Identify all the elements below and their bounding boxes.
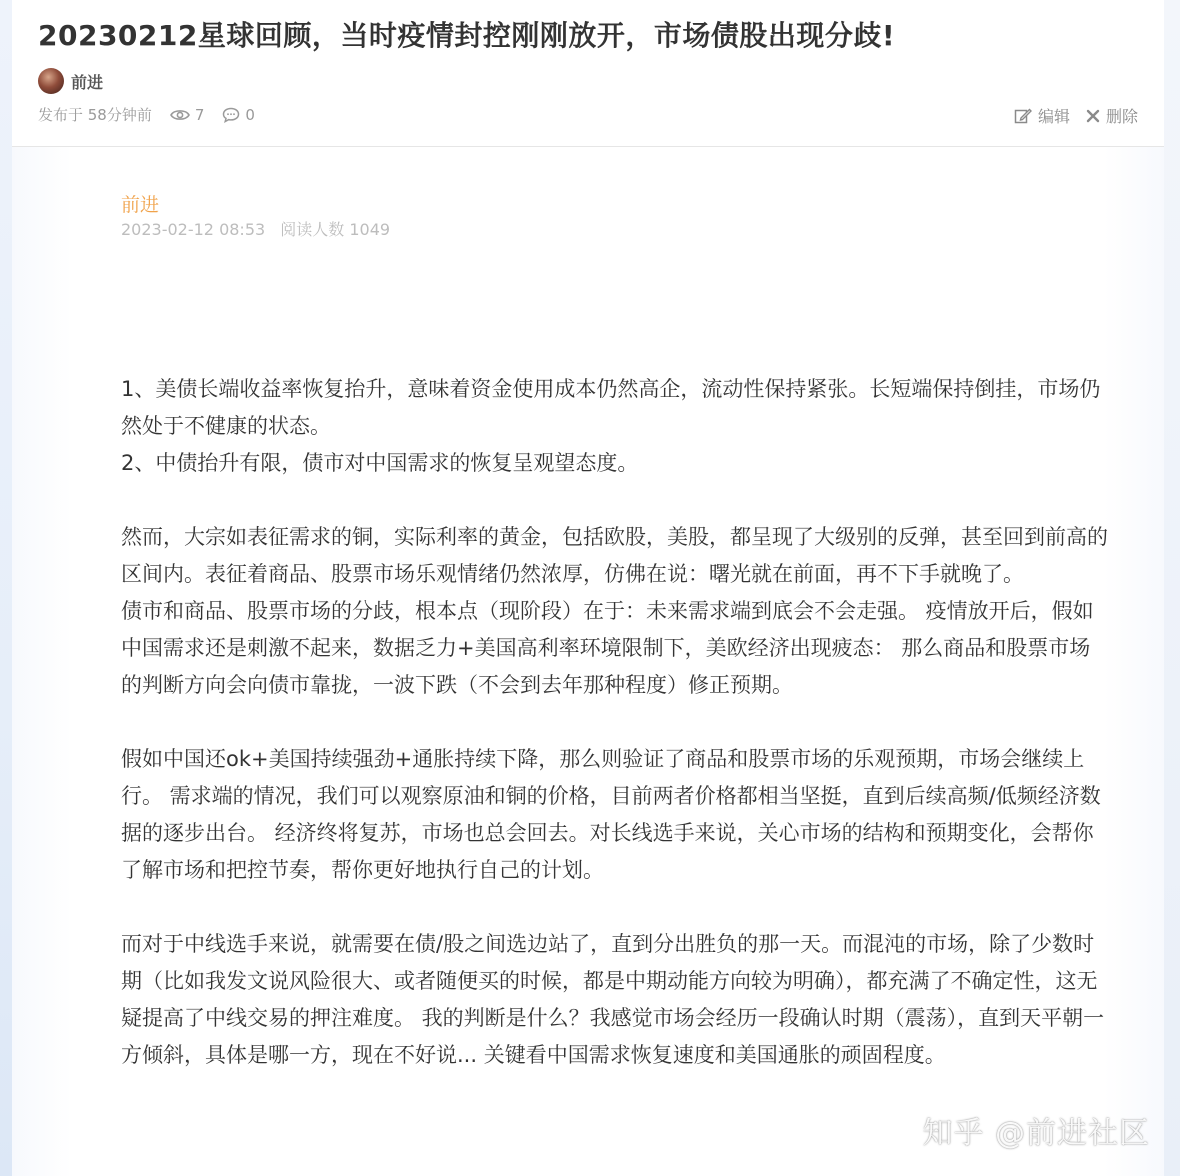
paragraph: 而对于中线选手来说，就需要在债/股之间选边站了，直到分出胜负的那一天。而混沌的市场，除了少数时期（比如我发文说风险很大、或者随便买的时候，都是中期动能方向较为明确），都充满了不确定性，这无疑提高了中线交易的押注难度。 我的判断是什么？我感觉市场会经历一段确认时期（震荡），直到天平朝一方倾斜，具体是哪一方，现在不好说... 关键看中国需求恢复速度和美国通胀的顽固程度。 xyxy=(121,932,1105,1067)
paragraph-spacer xyxy=(121,704,1111,741)
article-body xyxy=(121,371,1111,1074)
view-count: 7 xyxy=(170,106,205,124)
paragraph: 债市和商品、股票市场的分歧，根本点（现阶段）在于：未来需求端到底会不会走强。 疫情放开后，假如中国需求还是刺激不起来，数据乏力+美国高利率环境限制下，美欧经济出现疲态： 那么商品和股票市场的判断方向会向债市靠拢，一波下跌（不会到去年那种程度）修正预期。 xyxy=(121,599,1094,697)
paragraph: 假如中国还ok+美国持续强劲+通胀持续下降，那么则验证了商品和股票市场的乐观预期，市场会继续上行。 需求端的情况，我们可以观察原油和铜的价格，目前两者价格都相当坚挺，直到后续高频/低频经济数据的逐步出台。 经济终将复苏，市场也总会回去。对长线选手来说，关心市场的结构和预期变化，会帮你了解市场和把控节奏，帮你更好地执行自己的计划。 xyxy=(121,747,1101,882)
comment-icon xyxy=(222,107,240,123)
comment-count[interactable]: 0 xyxy=(222,106,255,124)
close-icon xyxy=(1086,109,1100,123)
article-date: 2023-02-12 08:53 xyxy=(121,220,266,239)
eye-icon xyxy=(170,108,190,122)
watermark: 知乎 @前进社区 xyxy=(922,1116,1150,1151)
author-row xyxy=(38,68,103,94)
paragraph-spacer xyxy=(121,482,1111,519)
article-content xyxy=(12,147,1164,1176)
paragraph-spacer xyxy=(121,889,1111,926)
edit-icon xyxy=(1014,108,1032,124)
paragraph: 然而，大宗如表征需求的铜，实际利率的黄金，包括欧股，美股，都呈现了大级别的反弹，甚至回到前高的区间内。表征着商品、股票市场乐观情绪仍然浓厚，仿佛在说：曙光就在前面，再不下手就晚了。 xyxy=(121,525,1108,586)
post-actions xyxy=(998,104,1138,127)
post-header xyxy=(12,0,1164,147)
author-name[interactable]: 前进 xyxy=(71,72,104,92)
avatar[interactable] xyxy=(38,68,64,94)
delete-button[interactable]: 删除 xyxy=(1086,104,1138,127)
paragraph: 1、美债长端收益率恢复抬升，意味着资金使用成本仍然高企，流动性保持紧张。长短端保持倒挂，市场仍然处于不健康的状态。 xyxy=(121,377,1101,438)
article-meta xyxy=(121,217,390,240)
article-author[interactable]: 前进 xyxy=(121,194,160,216)
left-background-strip xyxy=(0,0,12,1176)
post-title: 20230212星球回顾，当时疫情封控刚刚放开，市场债股出现分歧! xyxy=(38,19,896,52)
edit-button[interactable]: 编辑 xyxy=(1014,104,1070,127)
right-scrollbar-track[interactable] xyxy=(1164,0,1180,1176)
publish-time: 发布于 58分钟前 xyxy=(38,106,152,124)
paragraph: 2、中债抬升有限，债市对中国需求的恢复呈观望态度。 xyxy=(121,451,639,475)
read-count: 阅读人数 1049 xyxy=(280,220,391,239)
post-meta xyxy=(38,104,273,125)
